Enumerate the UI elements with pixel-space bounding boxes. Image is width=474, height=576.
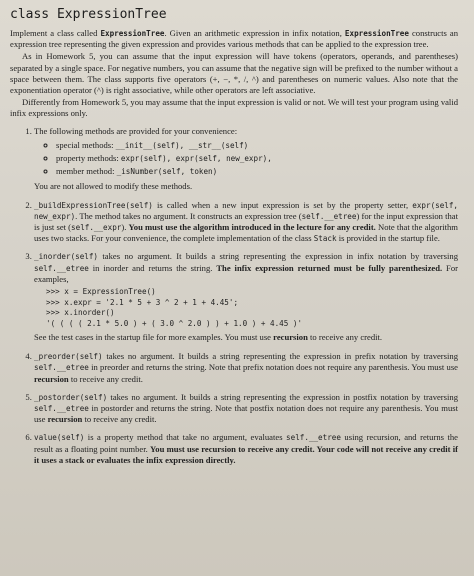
method-bullets xyxy=(34,140,458,178)
code-line: >>> x.inorder() xyxy=(46,308,115,318)
intro-paragraph-3: Differently from Homework 5, you may assume that the input expression is valid or not. We will test your program using valid infix expressions only. xyxy=(10,97,459,119)
code-line: >>> x = ExpressionTree() xyxy=(46,287,156,297)
intro-paragraph-1: Implement a class called ExpressionTree. Given an arithmetic expression in infix notation, ExpressionTree constructs an expression tree representing the given expression and provides various methods that can be applied to the expression tree. xyxy=(10,28,458,50)
list-item-2: 2. _buildExpressionTree(self) is called when a new input expression is set by the property setter, expr(self, new_expr). The method takes no argument. It constructs an expression tree (self.__etree) for the input expression that is just set (self.__expr). You must use the algorithm introduced in the lecture for any credit. Note that the algorithm uses two stacks. For your convenience, the complete implementation of the class Stack is provided in the startup file. xyxy=(34,200,458,245)
code-line: '( ( ( ( 2.1 * 5.0 ) + ( 3.0 ^ 2.0 ) ) + 1.0 ) + 4.45 )' xyxy=(46,318,303,328)
page-title: class ExpressionTree xyxy=(10,7,167,22)
list-item-3: 3. _inorder(self) takes no argument. It builds a string representing the expression in infix notation by traversing self.__etree in inorder and returns the string. The infix expression returned must be fully parenthesized. For examples, >>> x = ExpressionTree() >>> x.expr = '2.1 * 5 + 3 ^ 2 + 1 + 4.45'; >>> x.inorder() '( ( ( ( 2.1 * 5.0 ) + ( 3.0 ^ 2.0 ) ) + 1.0 ) + 4.45 )' See the test cases in the startup file for more examples. You must use recursion to receive any credit. xyxy=(34,251,458,343)
list-item-4: 4. _preorder(self) takes no argument. It builds a string representing the expression in prefix notation by traversing self.__etree in preorder and returns the string. Note that prefix notation does not require any parenthesis. You must use recursion to receive any credit. xyxy=(34,351,458,385)
code-line: >>> x.expr = '2.1 * 5 + 3 ^ 2 + 1 + 4.45'; xyxy=(46,297,239,307)
bullet-property-methods: ◦ property methods: expr(self), expr(self, new_expr), xyxy=(56,153,458,164)
list-item-5: 5. _postorder(self) takes no argument. It builds a string representing the expression in postfix notation by traversing self.__etree in postorder and returns the string. Note that postfix notation does not require any parenthesis. You must use recursion to receive any credit. xyxy=(34,392,458,426)
code-example xyxy=(46,287,458,329)
list-item-6: 6. value(self) is a property method that take no argument, evaluates self.__etree using recursion, and returns the result as a floating point number. You must use recursion to receive any credit. Your code will not receive any credit if it uses a stack or evaluates the infix expression directly. xyxy=(34,432,458,466)
requirements-list xyxy=(10,126,458,466)
item-3-note: See the test cases in the startup file for more examples. You must use recursion to receive any credit. xyxy=(34,332,383,343)
bullet-special-methods: ◦ special methods: __init__(self), __str__(self) xyxy=(56,140,458,151)
intro-paragraph-2: As in Homework 5, you can assume that the input expression will have tokens (operators, operands, and parentheses) separated by a single space. For negative numbers, you can assume that the negative sign will be prefixed to the number without a space between them. The class supports five operators (+, −, *, /, ^) and parentheses on numeric values. Also note that the exponentiation operator (^) is right associative, while other operators are left associative. xyxy=(10,51,458,96)
bullet-member-method: ◦ member method: _isNumber(self, token) xyxy=(56,166,458,177)
list-item-1: 1. The following methods are provided for your convenience: ◦ special methods: __init__(self), __str__(self) ◦ property methods: expr(self), expr(self, new_expr), ◦ member method: _isNumber(self, token) You are not allowed to modify these methods. xyxy=(34,126,458,193)
item-1-note: You are not allowed to modify these methods. xyxy=(34,181,193,192)
